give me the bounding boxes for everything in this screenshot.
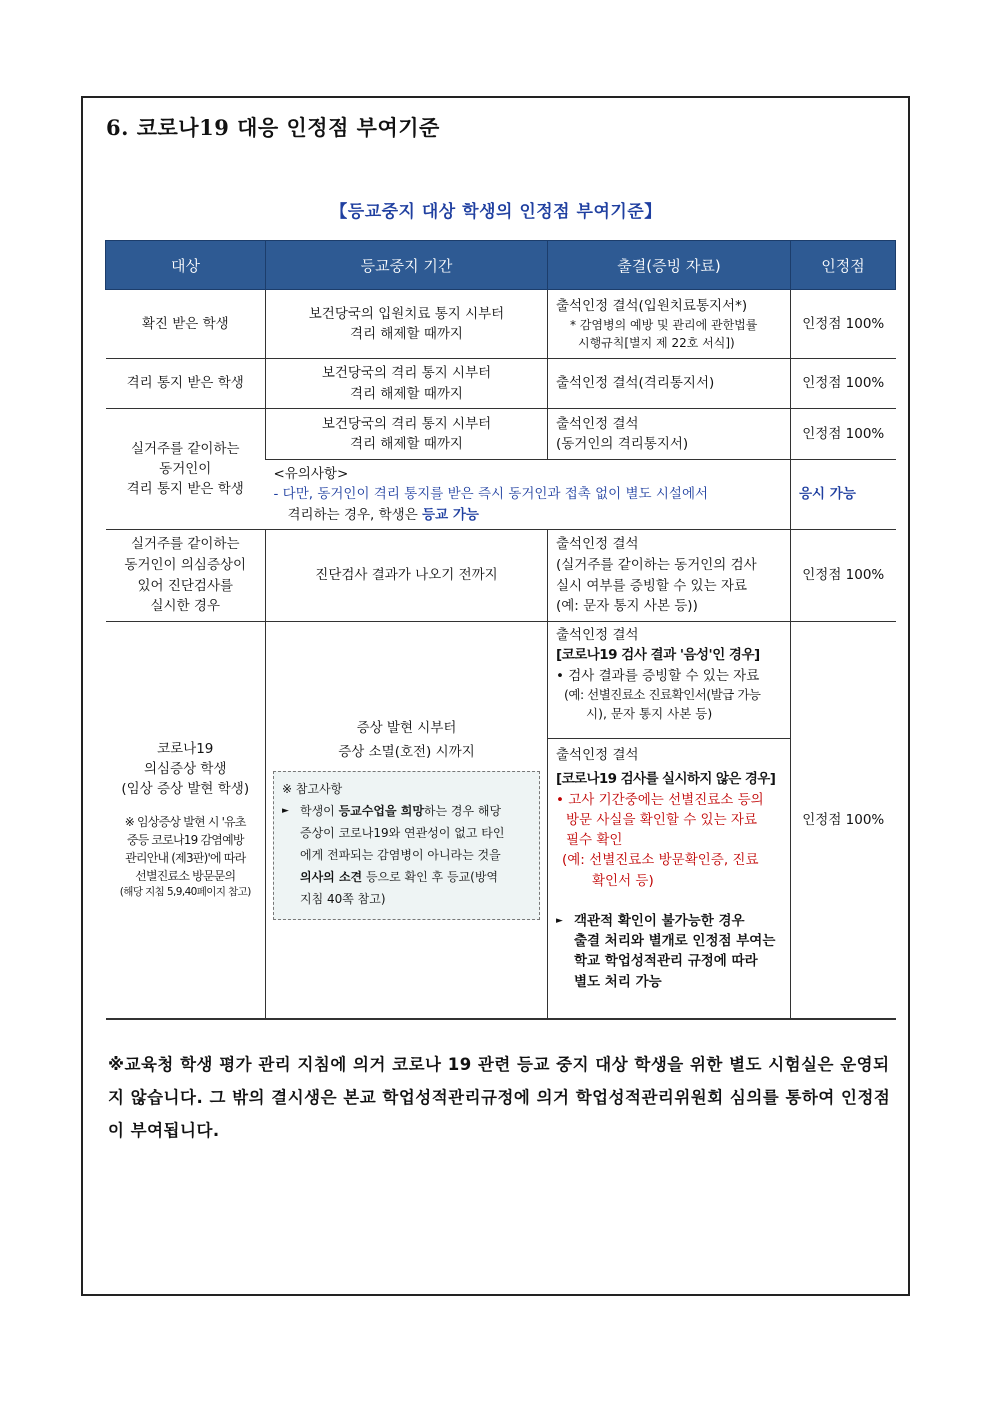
reference-emphasis: 의사의 소견 (300, 870, 363, 885)
row5-period-line: 증상 소멸(호전) 시까지 (338, 744, 475, 761)
row5-period (266, 622, 548, 1019)
table-row (106, 409, 896, 460)
caution-line (274, 505, 783, 525)
reference-note-box (273, 771, 540, 920)
row4-target-line: 실거주를 같이하는 (130, 535, 240, 552)
reference-emphasis: 등교수업을 희망 (338, 803, 424, 818)
manual-line: 객관적 확인이 불가능한 경우 (574, 912, 745, 929)
row5-target (106, 622, 266, 1019)
section-subtitle: [코로나19 검사를 실시하지 않은 경우] (556, 771, 776, 788)
row3b-score: 응시 가능 (791, 460, 896, 530)
manual-line: 출결 처리와 별개로 인정점 부여는 (574, 933, 776, 949)
row5-attendance (548, 622, 791, 1019)
section-heading: 6. 코로나19 대응 인정점 부여기준 (106, 115, 440, 140)
no-test-section (548, 739, 790, 1000)
reference-segment: 등으로 확인 후 등교(방역 (362, 870, 499, 885)
row5-target-line: 의심증상 학생 (143, 760, 227, 777)
row3-caution (266, 460, 791, 530)
table-row (106, 359, 896, 409)
section-line: 필수 확인 (566, 832, 623, 848)
section-line: • 고사 기간중에는 선별진료소 등의 (556, 791, 764, 808)
triangle-bullet-icon: ► (556, 915, 563, 926)
header-score: 인정점 (791, 241, 896, 290)
row3-target-line: 격리 통지 받은 학생 (126, 481, 244, 498)
table-row (106, 622, 896, 1019)
negative-result-section (548, 622, 790, 739)
header-target: 대상 (106, 241, 266, 290)
reference-segment: 지침 40쪽 참고) (300, 892, 386, 907)
reference-segment: 하는 경우 해당 (423, 803, 502, 818)
table-row (106, 530, 896, 622)
row5-score: 인정점 100% (791, 622, 896, 1019)
row1-target: 확진 받은 학생 (106, 290, 266, 359)
section-line: (예: 선별진료소 방문확인증, 진료 (562, 852, 759, 869)
row5-target-note: ※ 임상증상 발현 시 '유초 (124, 815, 246, 830)
reference-segment: 에게 전파되는 감염병이 아니라는 것을 (300, 848, 501, 863)
caution-text: - 다만, 동거인이 격리 통지를 받은 즉시 동거인과 접촉 없이 별도 시설에서 (273, 486, 709, 503)
row1-score: 인정점 100% (791, 290, 896, 359)
manual-line: 별도 처리 가능 (574, 973, 662, 990)
row3-target-line: 동거인이 (159, 460, 212, 477)
row3-att-line: (동거인의 격리통지서) (556, 436, 689, 452)
row1-att-note: * 감염병의 예방 및 관리에 관한법률 (570, 318, 758, 333)
table-title: 【등교중지 대상 학생의 인정점 부여기준】 (330, 202, 662, 222)
section-line: 시), 문자 통지 사본 등) (586, 705, 713, 721)
caution-line (274, 484, 783, 504)
section-line: 방문 사실을 확인할 수 있는 자료 (566, 811, 757, 828)
row4-target (106, 530, 266, 622)
section-line: • 검사 결과를 증빙할 수 있는 자료 (556, 667, 760, 684)
row4-att-line: (예: 문자 통지 사본 등)) (556, 598, 698, 615)
section-line: (예: 선별진료소 진료확인서(발급 가능 (564, 686, 761, 702)
row4-att-line: 출석인정 결석 (556, 535, 639, 552)
row5-period-line: 증상 발현 시부터 (356, 720, 457, 736)
row2-period (266, 359, 548, 409)
caution-title: <유의사항> (273, 466, 349, 483)
triangle-bullet-icon: ► (282, 805, 289, 816)
criteria-table (105, 240, 896, 1020)
row5-target-note: 관리안내 (제3판)'에 따라 (125, 851, 246, 866)
caution-highlight: 등교 가능 (422, 506, 479, 523)
row5-target-note: 중등 코로나19 감염예방 (126, 833, 244, 848)
row2-target: 격리 통지 받은 학생 (106, 359, 266, 409)
row3-period-line: 격리 해제할 때까지 (350, 436, 463, 452)
manual-processing-text (574, 911, 775, 992)
row4-score: 인정점 100% (791, 530, 896, 622)
row4-attendance (548, 530, 791, 622)
row1-period (266, 290, 548, 359)
section-title: 출석인정 결석 (556, 627, 639, 643)
row5-target-note: 선별진료소 방문문의 (135, 869, 236, 884)
section-subtitle: [코로나19 검사 결과 '음성'인 경우] (556, 647, 760, 664)
footer-note: ※교육청 학생 평가 관리 지침에 의거 코로나 19 관련 등교 중지 대상 학생을 위한 별도 시험실은 운영되지 않습니다. 그 밖의 결시생은 본교 학업성적관리규정에 의거 학업성적관리위원회 심의를 통하여 인정점이 부여됩니다. (108, 1055, 891, 1140)
row3-score: 인정점 100% (791, 409, 896, 460)
row4-att-line: (실거주를 같이하는 동거인의 검사 (556, 556, 757, 573)
row3-period-line: 보건당국의 격리 통지 시부터 (321, 415, 492, 432)
row1-period-line: 보건당국의 입원치료 통지 시부터 (308, 305, 505, 322)
header-row (106, 241, 896, 290)
manual-line: 학교 학업성적관리 규정에 따라 (574, 953, 758, 970)
section-line: 확인서 등) (592, 872, 654, 889)
row4-target-line: 동거인이 의심증상이 (124, 556, 247, 573)
section-title: 출석인정 결석 (556, 747, 639, 763)
row1-att-note: 시행규칙[별지 제 22호 서식]) (578, 336, 735, 351)
caution-text: 격리하는 경우, 학생은 (287, 506, 423, 523)
row2-attendance: 출석인정 결석(격리통지서) (548, 359, 791, 409)
reference-title: ※ 참고사항 (282, 781, 343, 796)
row2-period-line: 격리 해제할 때까지 (350, 385, 463, 402)
reference-text (300, 800, 504, 911)
reference-segment: 증상이 코로나19와 연관성이 없고 타인 (300, 825, 505, 840)
row3-att-line: 출석인정 결석 (556, 415, 639, 432)
row4-target-line: 있어 진단검사를 (137, 577, 234, 594)
row3-attendance (548, 409, 791, 460)
row1-att-line: 출석인정 결석(입원치료통지서*) (556, 297, 748, 314)
header-attendance: 출결(증빙 자료) (548, 241, 791, 290)
reference-segment: 학생이 (300, 803, 339, 818)
table-row (106, 290, 896, 359)
reference-item (282, 800, 531, 911)
row5-target-line: (임상 증상 발현 학생) (121, 781, 250, 797)
row1-period-line: 격리 해제할 때까지 (350, 326, 463, 342)
row4-target-line: 실시한 경우 (150, 598, 220, 615)
manual-processing-item (556, 911, 782, 992)
row3-period (266, 409, 548, 460)
row2-score: 인정점 100% (791, 359, 896, 409)
row4-period: 진단검사 결과가 나오기 전까지 (266, 530, 548, 622)
row3-target-line: 실거주를 같이하는 (130, 440, 240, 457)
row2-period-line: 보건당국의 격리 통지 시부터 (321, 365, 492, 382)
row5-target-note: (해당 지침 5,9,40페이지 참고) (119, 886, 251, 899)
row3-target (106, 409, 266, 530)
row4-att-line: 실시 여부를 증빙할 수 있는 자료 (556, 577, 747, 594)
row1-attendance (548, 290, 791, 359)
header-period: 등교중지 기간 (266, 241, 548, 290)
row5-target-line: 코로나19 (157, 740, 214, 757)
